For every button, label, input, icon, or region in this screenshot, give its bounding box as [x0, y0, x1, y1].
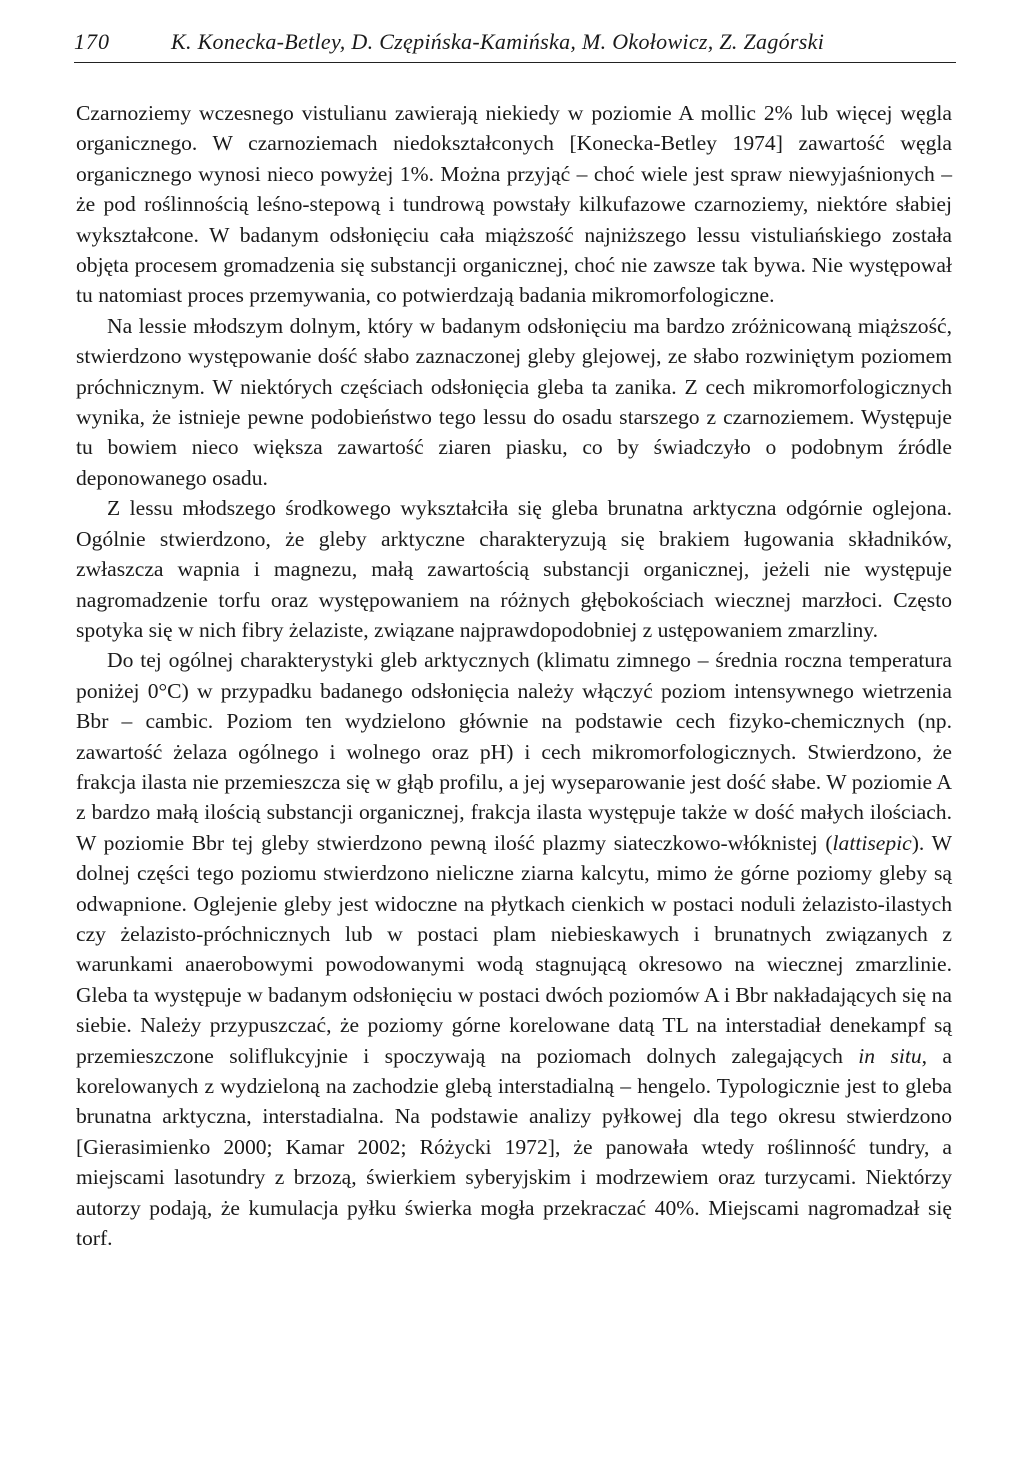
running-header — [74, 22, 956, 63]
running-head-authors: K. Konecka-Betley, D. Czępińska-Kamińska, M. Okołowicz, Z. Zagórski — [171, 29, 825, 54]
text-run: Z lessu młodszego środkowego wykształciła się gleba brunatna arktyczna odgórnie oglejona. Ogólnie stwierdzono, że gleby arktyczne charakteryzują się brakiem ługowania składników, zwłaszcza wapnia i magnezu, małą zawartością substancji organicznej, jeżeli nie występuje nagromadzenie torfu oraz występowaniem na różnych głębokościach wiecznej marzłoci. Często spotyka się w nich fibry żelaziste, związane najprawdopodobniej z ustępowaniem zmarzliny. — [76, 496, 952, 642]
italic-term: in situ — [858, 1043, 922, 1068]
paragraph — [76, 645, 952, 1253]
text-run: , a korelowanych z wydzieloną na zachodzie glebą interstadialną – hengelo. Typologicznie jest to gleba brunatna arktyczna, interstadialna. Na podstawie analizy pyłkowej dla tego okresu stwierdzono [Gierasimienko 2000; Kamar 2002; Różycki 1972], że panowała wtedy roślinność tundry, a miejscami lasotundry z brzozą, świerkiem syberyjskim i modrzewiem oraz turzycami. Niektórzy autorzy podają, że kumulacja pyłku świerka mogła przekraczać 40%. Miejscami nagromadzał się torf. — [76, 1043, 952, 1251]
text-run: Czarnoziemy wczesnego vistulianu zawierają niekiedy w poziomie A mollic 2% lub więcej węgla organicznego. W czarnoziemach niedokształconych [Konecka-Betley 1974] zawartość węgla organicznego wynosi nieco powyżej 1%. Można przyjąć – choć wiele jest spraw niewyjaśnionych – że pod roślinnością leśno-stepową i tundrową powstały kilkufazowe czarnoziemy, niektóre słabiej wykształcone. W badanym odsłonięciu cała miąższość najniższego lessu vistuliańskiego została objęta procesem gromadzenia się substancji organicznej, choć nie zawsze tak bywa. Nie występował tu natomiast proces przemywania, co potwierdzają badania mikromorfologiczne. — [76, 101, 952, 308]
text-run: Na lessie młodszym dolnym, który w badanym odsłonięciu ma bardzo zróżnicowaną miąższość, stwierdzono występowanie dość słabo zaznaczonej gleby glejowej, ze słabo rozwiniętym poziomem próchnicznym. W niektórych częściach odsłonięcia gleba ta zanika. Z cech mikromorfologicznych wynika, że istnieje pewne podobieństwo tego lessu do osadu starszego z czarnoziemem. Występuje tu bowiem nieco większa zawartość ziaren piasku, co by świadczyło o podobnym źródle deponowanego osadu. — [76, 313, 952, 490]
paragraph — [76, 311, 952, 493]
text-run: ). W dolnej części tego poziomu stwierdzono nieliczne ziarna kalcytu, mimo że górne poziomy gleby są odwapnione. Oglejenie gleby jest widoczne na płytkach cienkich w postaci noduli żelazisto-ilastych czy żelazisto-próchnicznych lub w postaci plam niebieskawych i brunatnych związanych z warunkami anaerobowymi powodowanymi wodą stagnującą okresowo na wiecznej zmarzlinie. Gleba ta występuje w badanym odsłonięciu w postaci dwóch poziomów A i Bbr nakładających się na siebie. Należy przypuszczać, że poziomy górne korelowane datą TL na interstadiał denekampf są przemieszczone soliflukcyjnie i spoczywają na poziomach dolnych zalegających — [76, 830, 952, 1068]
page-number: 170 — [74, 29, 110, 54]
text-run: Do tej ogólnej charakterystyki gleb arktycznych (klimatu zimnego – średnia roczna temperatura poniżej 0°C) w przypadku badanego odsłonięcia należy włączyć poziom intensywnego wietrzenia Bbr – cambic. Poziom ten wydzielono głównie na podstawie cech fizyko-chemicznych (np. zawartość żelaza ogólnego i wolnego oraz pH) i cech mikromorfologicznych. Stwierdzono, że frakcja ilasta nie przemieszcza się w głąb profilu, a jej wyseparowanie jest dość słabe. W poziomie A z bardzo małą ilością substancji organicznej, frakcja ilasta występuje także w dość małych ilościach. W poziomie Bbr tej gleby stwierdzono pewną ilość plazmy siateczkowo-włóknistej ( — [76, 648, 952, 855]
paragraph — [76, 493, 952, 645]
italic-term: lattisepic — [832, 830, 912, 855]
body-text — [76, 98, 952, 1253]
paragraph — [76, 98, 952, 311]
